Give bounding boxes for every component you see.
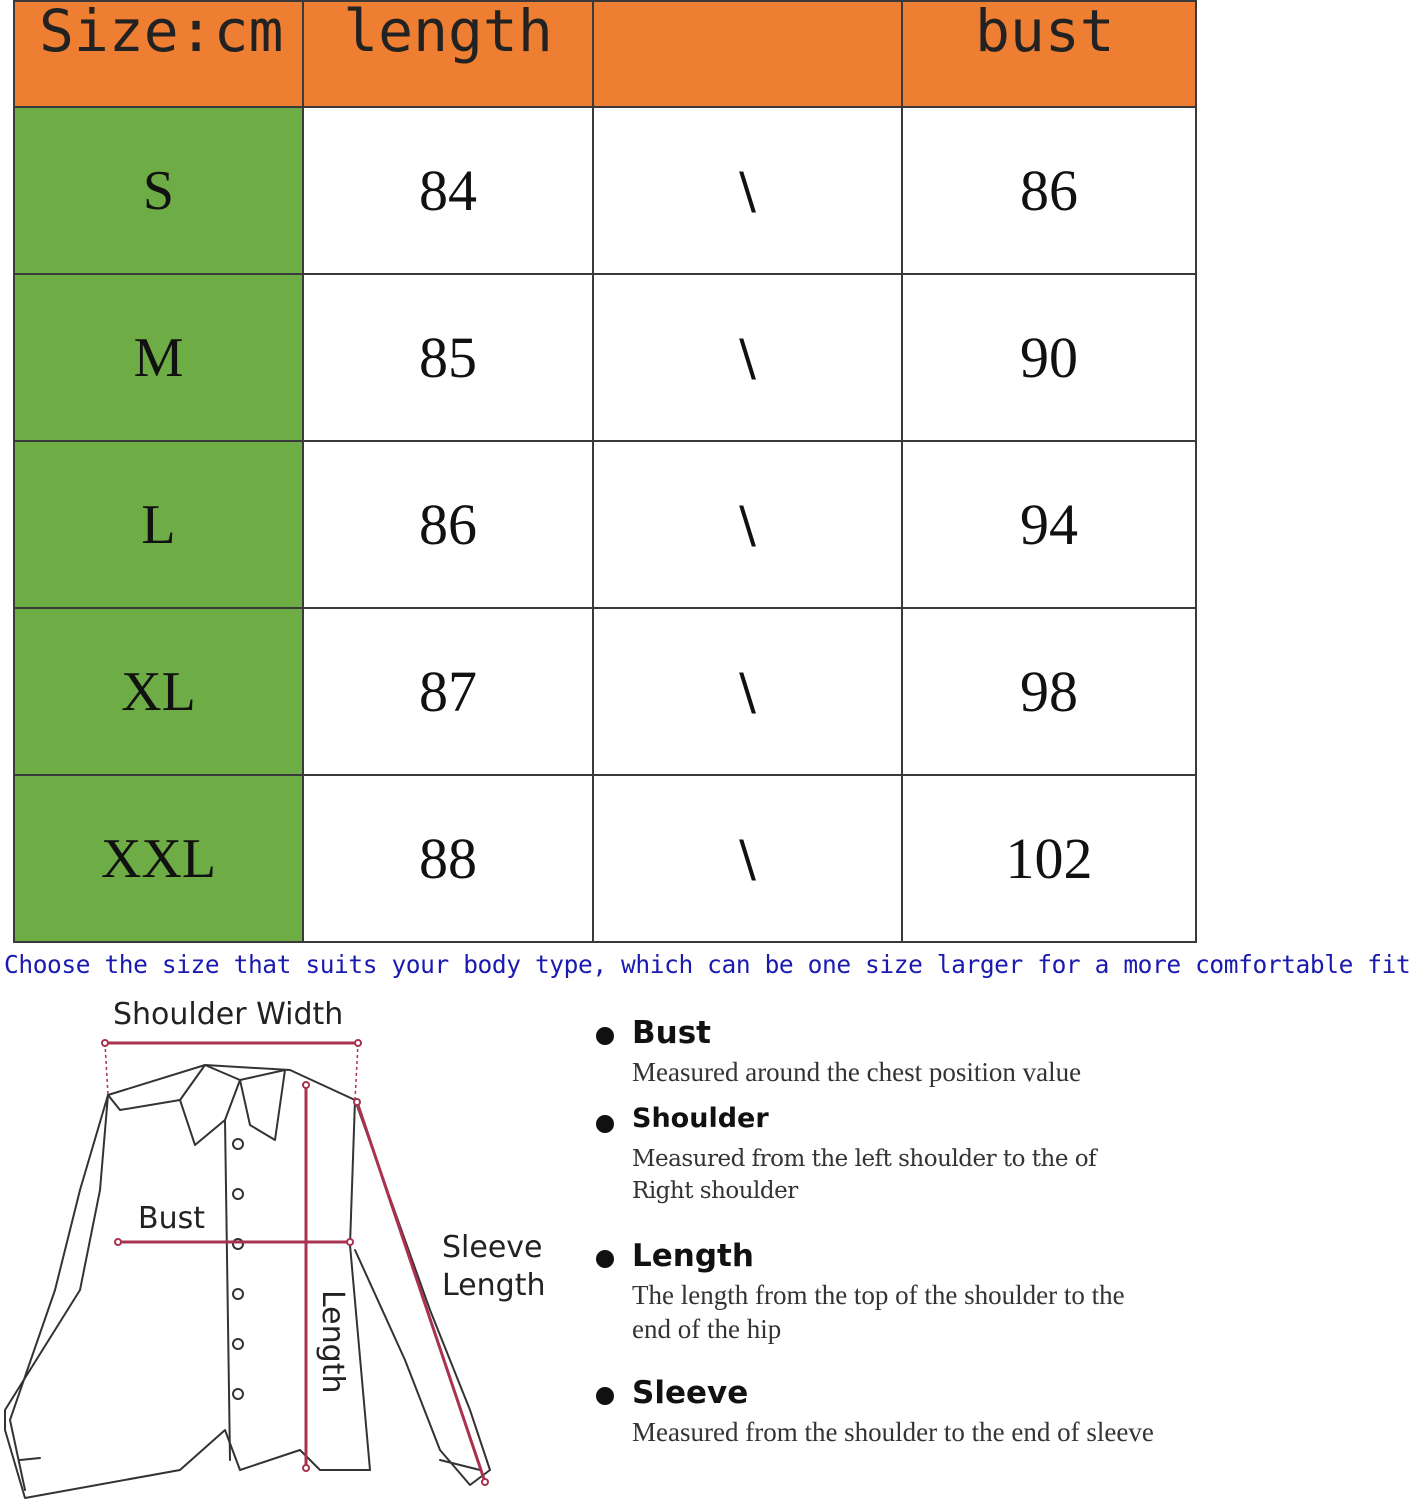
legend-desc: The length from the top of the shoulder to the end of the hip: [632, 1280, 1125, 1344]
fit-tip: Choose the size that suits your body type, which can be one size larger for a more comfortable fit: [4, 950, 1410, 979]
sleeve-label-line2: Length: [442, 1268, 546, 1303]
table-row: [14, 274, 1196, 441]
bust-cell: 94: [902, 441, 1196, 608]
bust-cell: 90: [902, 274, 1196, 441]
legend-desc: Measured from the shoulder to the end of sleeve: [632, 1417, 1154, 1447]
length-cell: 88: [303, 775, 593, 942]
header-blank: [593, 1, 902, 107]
size-cell: M: [14, 274, 303, 441]
legend-title: Length: [632, 1238, 754, 1274]
header-bust: bust: [902, 1, 1196, 107]
blank-cell: \: [593, 775, 902, 942]
header-length: length: [303, 1, 593, 107]
size-chart-table: [13, 0, 1197, 943]
shirt-measurement-diagram: [0, 990, 570, 1500]
blank-cell: \: [593, 608, 902, 775]
bust-cell: 86: [902, 107, 1196, 274]
blank-cell: \: [593, 107, 902, 274]
blank-cell: \: [593, 274, 902, 441]
size-cell: L: [14, 441, 303, 608]
legend-title: Shoulder: [632, 1103, 769, 1134]
table-header-row: [14, 1, 1196, 107]
legend-desc: Measured from the left shoulder to the of Right shoulder: [632, 1146, 1097, 1204]
bullet-icon: [596, 1115, 614, 1133]
legend-title: Bust: [632, 1015, 711, 1051]
bullet-icon: [596, 1387, 614, 1405]
size-cell: S: [14, 107, 303, 274]
length-label: Length: [315, 1290, 350, 1394]
length-cell: 86: [303, 441, 593, 608]
sleeve-label-line1: Sleeve: [442, 1230, 543, 1265]
legend-desc: Measured around the chest position value: [632, 1057, 1082, 1087]
table-row: [14, 608, 1196, 775]
bullet-icon: [596, 1027, 614, 1045]
header-size: Size:cm: [14, 1, 303, 107]
bust-label: Bust: [138, 1201, 205, 1236]
table-row: [14, 775, 1196, 942]
bullet-icon: [596, 1250, 614, 1268]
length-cell: 85: [303, 274, 593, 441]
table-row: [14, 441, 1196, 608]
shoulder-width-label: Shoulder Width: [113, 997, 344, 1032]
length-cell: 87: [303, 608, 593, 775]
blank-cell: \: [593, 441, 902, 608]
bust-cell: 102: [902, 775, 1196, 942]
bust-cell: 98: [902, 608, 1196, 775]
legend-title: Sleeve: [632, 1375, 749, 1411]
table-row: [14, 107, 1196, 274]
length-cell: 84: [303, 107, 593, 274]
size-cell: XXL: [14, 775, 303, 942]
size-cell: XL: [14, 608, 303, 775]
